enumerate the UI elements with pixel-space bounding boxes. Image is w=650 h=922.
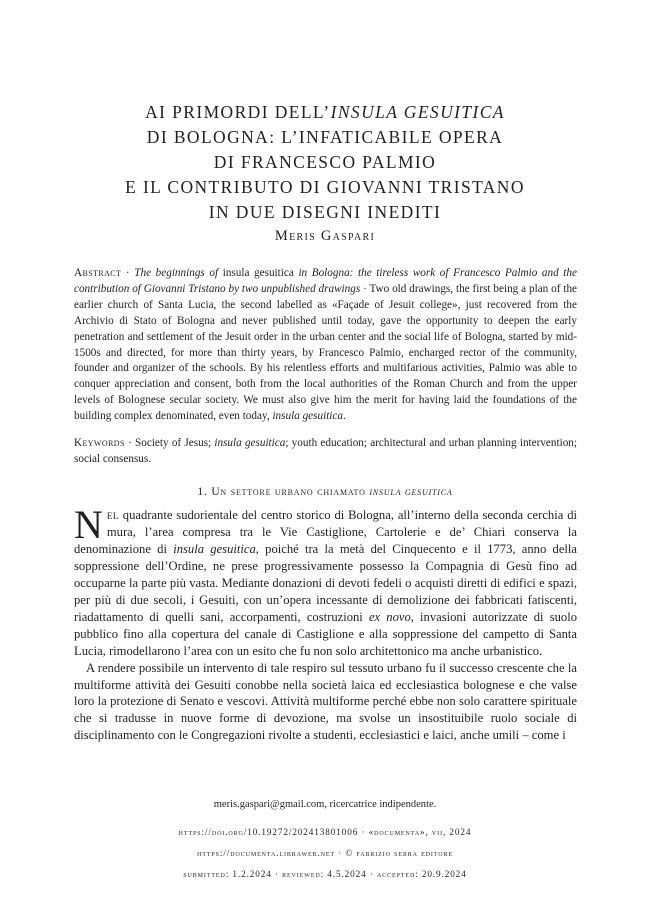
abstract-text: insula gesuitica xyxy=(218,267,299,279)
title-line: E IL CONTRIBUTO DI GIOVANNI TRISTANO xyxy=(125,177,525,197)
abstract-english-title: The beginnings of xyxy=(134,267,219,279)
title-line xyxy=(60,100,590,125)
title-text: AI PRIMORDI DELL’ xyxy=(145,102,331,122)
title-line: IN DUE DISEGNI INEDITI xyxy=(208,202,442,222)
separator: · xyxy=(124,437,136,449)
section-number: 1. xyxy=(197,486,208,498)
paragraph-text: quadrante sudorientale del centro storico di Bologna, all’interno della seconda cerchia di mura, l’area compresa tra le Vie Castiglione, Cartolerie e de’ Chiari conserva la denominazione di xyxy=(74,508,577,556)
doi-line: https://doi.org/10.19272/202413801006 · «documenta», vii, 2024 xyxy=(178,827,472,837)
paragraph: A rendere possibile un intervento di tale respiro sul tessuto urbano fu il successo crescente che la multiforme attività dei Gesuiti conobbe nella società laica ed ecclesiastica bolognese e che valse loro la protezione di Senato e vescovi. Attività multiforme perché ebbe non solo carattere spirituale che si tradusse in nuove forme di devozione, ma svolse un insostituibile ruolo sociale di disciplinamento con le Congregazioni rivolte a studenti, ecclesiastici e laici, anche umili – come i xyxy=(74,660,577,743)
paragraph-text: , poiché tra la metà del Cinquecento e il 1773, anno della soppressione dell’Ordine, ne prese progressivamente possesso la Compagnia di Gesù fino ad occuparne la parte più vasta. Mediante donazioni di devoti fedeli o acquisti diretti di edifici e spazi, per più di due secoli, i Gesuiti, con un’opera incessante di demolizione dei fabbricati fatiscenti, riadattamento di quelli sani, accorpamenti, costruzioni xyxy=(74,541,577,624)
paragraph xyxy=(74,502,577,660)
abstract-label: Abstract xyxy=(74,267,122,279)
section-heading xyxy=(60,486,590,498)
keywords-text: ; youth education; architectural and urban planning intervention; social consensus. xyxy=(74,437,578,465)
keywords-italic-term: insula gesuitica xyxy=(214,437,286,449)
abstract-text: · Two old drawings, the first being a plan of the earlier church of Santa Lucia, the second labelled as «Façade of Jesuit college», just recovered from the Archivio di Stato of Bologna and never published until today, gave the opportunity to deepen the early penetration and settlement of the Jesuit order in the urban center and the social life of Bologna, started by mid-1500s and directed, for more than thirty years, by Francesco Palmio, encharged rector of the community, founder and organizer of the schools. By his relentless efforts and multifarious activities, Palmio was able to conquer appreciation and consent, both from the local authorities of the Roman Church and from the upper levels of Bolognese secular society. We must also give him the merit for having laid the foundations of the building complex denominated, even today, xyxy=(74,282,577,423)
submission-dates-line: submitted: 1.2.2024 · reviewed: 4.5.2024 · accepted: 20.9.2024 xyxy=(183,869,467,879)
drop-cap: N xyxy=(74,502,103,547)
separator: · xyxy=(121,267,135,279)
italic-term: ex novo xyxy=(368,609,411,624)
keywords-label: Keywords xyxy=(74,437,125,449)
paragraph-text: , invasioni autorizzate di suolo pubblico fino alla copertura del canale di Castiglione e alla soppressione del campetto di Santa Lucia, rimodellarono l’area con un esito che fu non solo architettonico ma anche urbanistico. xyxy=(74,609,577,658)
author-footnote: meris.gaspari@gmail.com, ricercatrice indipendente. xyxy=(213,799,437,810)
italic-term: insula gesuitica xyxy=(173,541,256,556)
keywords xyxy=(74,436,577,468)
article-title xyxy=(60,100,590,225)
title-line: DI BOLOGNA: L’INFATICABILE OPERA xyxy=(146,127,504,147)
abstract-italic-term: insula gesuitica xyxy=(272,410,343,423)
publisher-line: https://documenta.libraweb.net · © fabrizio serra editore xyxy=(197,848,453,858)
abstract xyxy=(74,266,577,425)
author-name: Meris Gaspari xyxy=(274,228,376,244)
abstract-english-title: in Bologna: the tireless work of Francesco Palmio and the contribution of Giovanni Tristano by two unpublished drawings xyxy=(74,267,577,295)
title-line: DI FRANCESCO PALMIO xyxy=(213,152,437,172)
abstract-text: . xyxy=(342,410,346,423)
section-title: Un settore urbano chiamato xyxy=(207,486,370,498)
keywords-text: Society of Jesus; xyxy=(135,437,215,449)
section-title-italic: insula gesuitica xyxy=(369,486,453,498)
opening-small-caps: el xyxy=(106,508,119,522)
title-italic-text: INSULA GESUITICA xyxy=(330,102,505,122)
body-text xyxy=(74,502,577,744)
